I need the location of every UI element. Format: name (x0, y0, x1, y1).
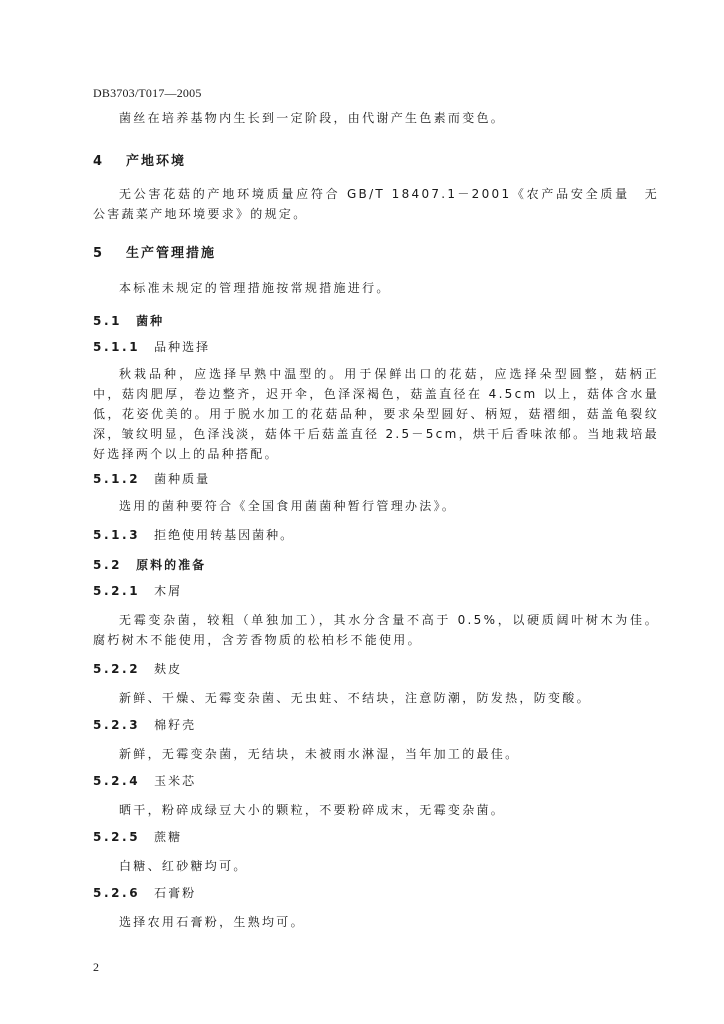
document-id: DB3703/T017—2005 (93, 86, 202, 100)
section-title: 蔗糖 (154, 830, 183, 844)
section-title: 生产管理措施 (126, 246, 217, 261)
section-5-2-5-text: 白糖、红砂糖均可。 (119, 859, 248, 873)
section-5-2-6-paragraph (93, 912, 659, 932)
section-5-2-4-heading (93, 772, 659, 789)
section-5-2-6-heading (93, 884, 659, 901)
section-title: 产地环境 (126, 154, 187, 169)
intro-text: 菌丝在培养基物内生长到一定阶段，由代谢产生色素而变色。 (119, 111, 506, 125)
section-5-2-5-paragraph (93, 856, 659, 876)
section-number: 5 (93, 246, 105, 261)
section-5-2-1-heading (93, 582, 659, 599)
section-title: 玉米芯 (154, 774, 197, 788)
section-5-2-2-text: 新鲜、干燥、无霉变杂菌、无虫蛀、不结块，注意防潮，防发热，防变酸。 (119, 691, 591, 705)
section-title: 品种选择 (154, 340, 211, 354)
section-4-paragraph (93, 184, 659, 224)
section-number: 5.2.5 (93, 830, 141, 844)
section-5-1-2-heading (93, 470, 659, 487)
section-number: 5.1.3 (93, 528, 141, 542)
section-number: 5.2.4 (93, 774, 141, 788)
section-title: 棉籽壳 (154, 718, 197, 732)
page-number: 2 (93, 960, 99, 974)
section-5-1-2-paragraph (93, 496, 659, 516)
section-4-text: 无公害花菇的产地环境质量应符合 GB/T 18407.1－2001《农产品安全质量 无公害蔬菜产地环境要求》的规定。 (93, 187, 659, 221)
section-5-2-2-paragraph (93, 688, 659, 708)
section-5-1-1-text: 秋栽品种，应选择早熟中温型的。用于保鲜出口的花菇，应选择朵型圆整，菇柄正中，菇肉肥厚，卷边整齐，迟开伞，色泽深褐色，菇盖直径在 4.5cm 以上，菇体含水量低，花姿优美的。用于脱水加工的花菇品种，要求朵型圆好、柄短，菇褶细，菇盖龟裂纹深，皱纹明显，色泽浅淡，菇体干后菇盖直径 2.5－5cm，烘干后香味浓郁。当地栽培最好选择两个以上的品种搭配。 (93, 367, 659, 461)
section-number: 4 (93, 154, 105, 169)
section-5-2-1-text: 无霉变杂菌，较粗（单独加工），其水分含量不高于 0.5%，以硬质阔叶树木为佳。腐朽树木不能使用，含芳香物质的松柏杉不能使用。 (93, 613, 659, 647)
section-5-2-heading (93, 556, 659, 573)
section-number: 5.2.3 (93, 718, 141, 732)
section-title: 石膏粉 (154, 886, 197, 900)
section-number: 5.2.6 (93, 886, 141, 900)
section-5-2-3-heading (93, 716, 659, 733)
intro-paragraph (93, 108, 659, 128)
section-number: 5.2.1 (93, 584, 141, 598)
section-5-2-3-text: 新鲜，无霉变杂菌，无结块，未被雨水淋湿，当年加工的最佳。 (119, 747, 520, 761)
section-5-2-3-paragraph (93, 744, 659, 764)
section-title: 麸皮 (154, 662, 183, 676)
section-number: 5.2.2 (93, 662, 141, 676)
section-title: 菌种 (136, 314, 165, 328)
section-5-1-3-heading (93, 526, 659, 543)
section-5-1-2-text: 选用的菌种要符合《全国食用菌菌种暂行管理办法》。 (119, 499, 457, 513)
section-5-text: 本标准未规定的管理措施按常规措施进行。 (119, 281, 391, 295)
section-5-1-heading (93, 312, 659, 329)
section-5-2-5-heading (93, 828, 659, 845)
section-5-paragraph (93, 278, 659, 298)
section-5-2-1-paragraph (93, 610, 659, 650)
section-number: 5.1.2 (93, 472, 141, 486)
section-number: 5.2 (93, 558, 123, 572)
section-5-heading (93, 242, 659, 261)
section-title: 原料的准备 (136, 558, 207, 572)
section-title: 木屑 (154, 584, 183, 598)
section-number: 5.1.1 (93, 340, 141, 354)
section-5-2-2-heading (93, 660, 659, 677)
section-5-2-4-paragraph (93, 800, 659, 820)
section-5-1-1-heading (93, 338, 659, 355)
section-number: 5.1 (93, 314, 123, 328)
section-5-1-1-paragraph (93, 364, 659, 464)
section-5-2-4-text: 晒干，粉碎成绿豆大小的颗粒，不要粉碎成末，无霉变杂菌。 (119, 803, 506, 817)
section-4-heading (93, 150, 659, 169)
section-title: 菌种质量 (154, 472, 211, 486)
section-5-2-6-text: 选择农用石膏粉，生熟均可。 (119, 915, 305, 929)
section-title: 拒绝使用转基因菌种。 (154, 528, 295, 542)
